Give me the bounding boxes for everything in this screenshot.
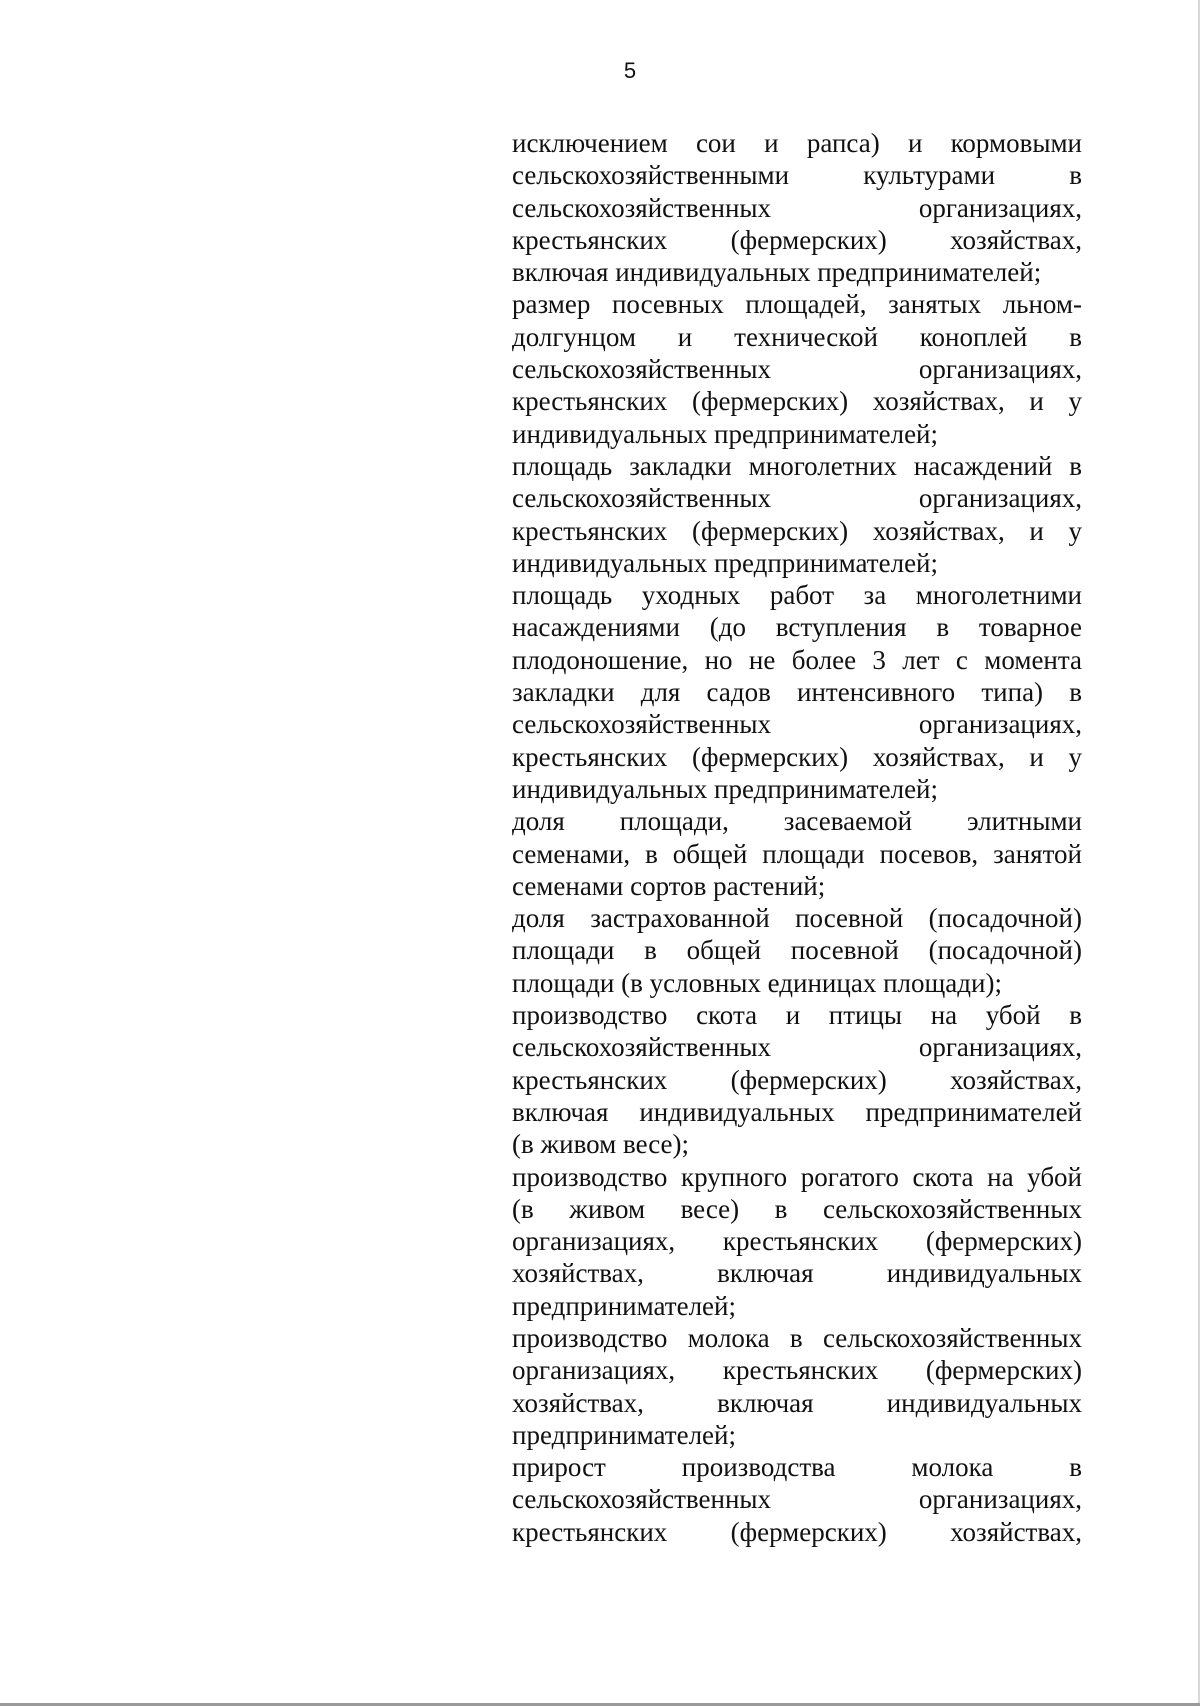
text-line: включая индивидуальных предпринимателей; [512,257,1042,288]
text-line: доля застрахованной посевной (посадочной) [512,903,1082,934]
text-line: доля площади, засеваемой элитными [512,806,1082,837]
text-line: сельскохозяйственных организациях, [512,1484,1082,1515]
text-line: семенами, в общей площади посевов, занятой [512,838,1082,869]
text-line: площади (в условных единицах площади); [512,967,1002,998]
text-line: сельскохозяйственных организациях, [512,192,1082,223]
body-text [512,127,1082,1548]
text-line: сельскохозяйственными культурами в [512,160,1082,191]
text-line: крестьянских (фермерских) хозяйствах, [512,1516,1082,1547]
text-line: крестьянских (фермерских) хозяйствах, и у [512,741,1082,772]
text-line: (в живом весе); [512,1129,690,1160]
text-line: насаждениями (до вступления в товарное [512,612,1082,643]
text-line: организациях, крестьянских (фермерских) [512,1226,1082,1257]
text-line: производство молока в сельскохозяйственных [512,1322,1082,1353]
text-line: сельскохозяйственных организациях, [512,483,1082,514]
text-line: сельскохозяйственных организациях, [512,709,1082,740]
text-line: предпринимателей; [512,1419,736,1450]
text-line: сельскохозяйственных организациях, [512,354,1082,385]
text-line: индивидуальных предпринимателей; [512,547,939,578]
text-line: размер посевных площадей, занятых льном- [512,289,1082,320]
text-line: индивидуальных предпринимателей; [512,773,939,804]
text-line: сельскохозяйственных организациях, [512,1032,1082,1063]
text-line: индивидуальных предпринимателей; [512,418,939,449]
text-line: предпринимателей; [512,1290,736,1321]
text-line: площадь закладки многолетних насаждений в [512,450,1082,481]
text-line: площадь уходных работ за многолетними [512,580,1082,611]
text-line: крестьянских (фермерских) хозяйствах, [512,1064,1082,1095]
text-line: крестьянских (фермерских) хозяйствах, и у [512,386,1082,417]
text-line: закладки для садов интенсивного типа) в [512,677,1082,708]
text-line: крестьянских (фермерских) хозяйствах, и у [512,515,1082,546]
text-line: семенами сортов растений; [512,870,826,901]
text-line: прирост производства молока в [512,1452,1082,1483]
text-line: исключением сои и рапса) и кормовыми [512,128,1082,158]
text-line: крестьянских (фермерских) хозяйствах, [512,224,1082,255]
text-line: (в живом весе) в сельскохозяйственных [512,1193,1082,1224]
text-line: организациях, крестьянских (фермерских) [512,1355,1082,1386]
page-number: 5 [623,58,637,83]
text-line: хозяйствах, включая индивидуальных [512,1387,1082,1418]
text-line: производство скота и птицы на убой в [512,1000,1082,1031]
text-line: долгунцом и технической коноплей в [512,321,1082,352]
text-line: включая индивидуальных предпринимателей [512,1096,1082,1127]
text-line: площади в общей посевной (посадочной) [512,935,1082,966]
text-line: хозяйствах, включая индивидуальных [512,1258,1082,1289]
text-line: плодоношение, но не более 3 лет с момента [512,644,1082,675]
text-line: производство крупного рогатого скота на убой [512,1161,1082,1192]
